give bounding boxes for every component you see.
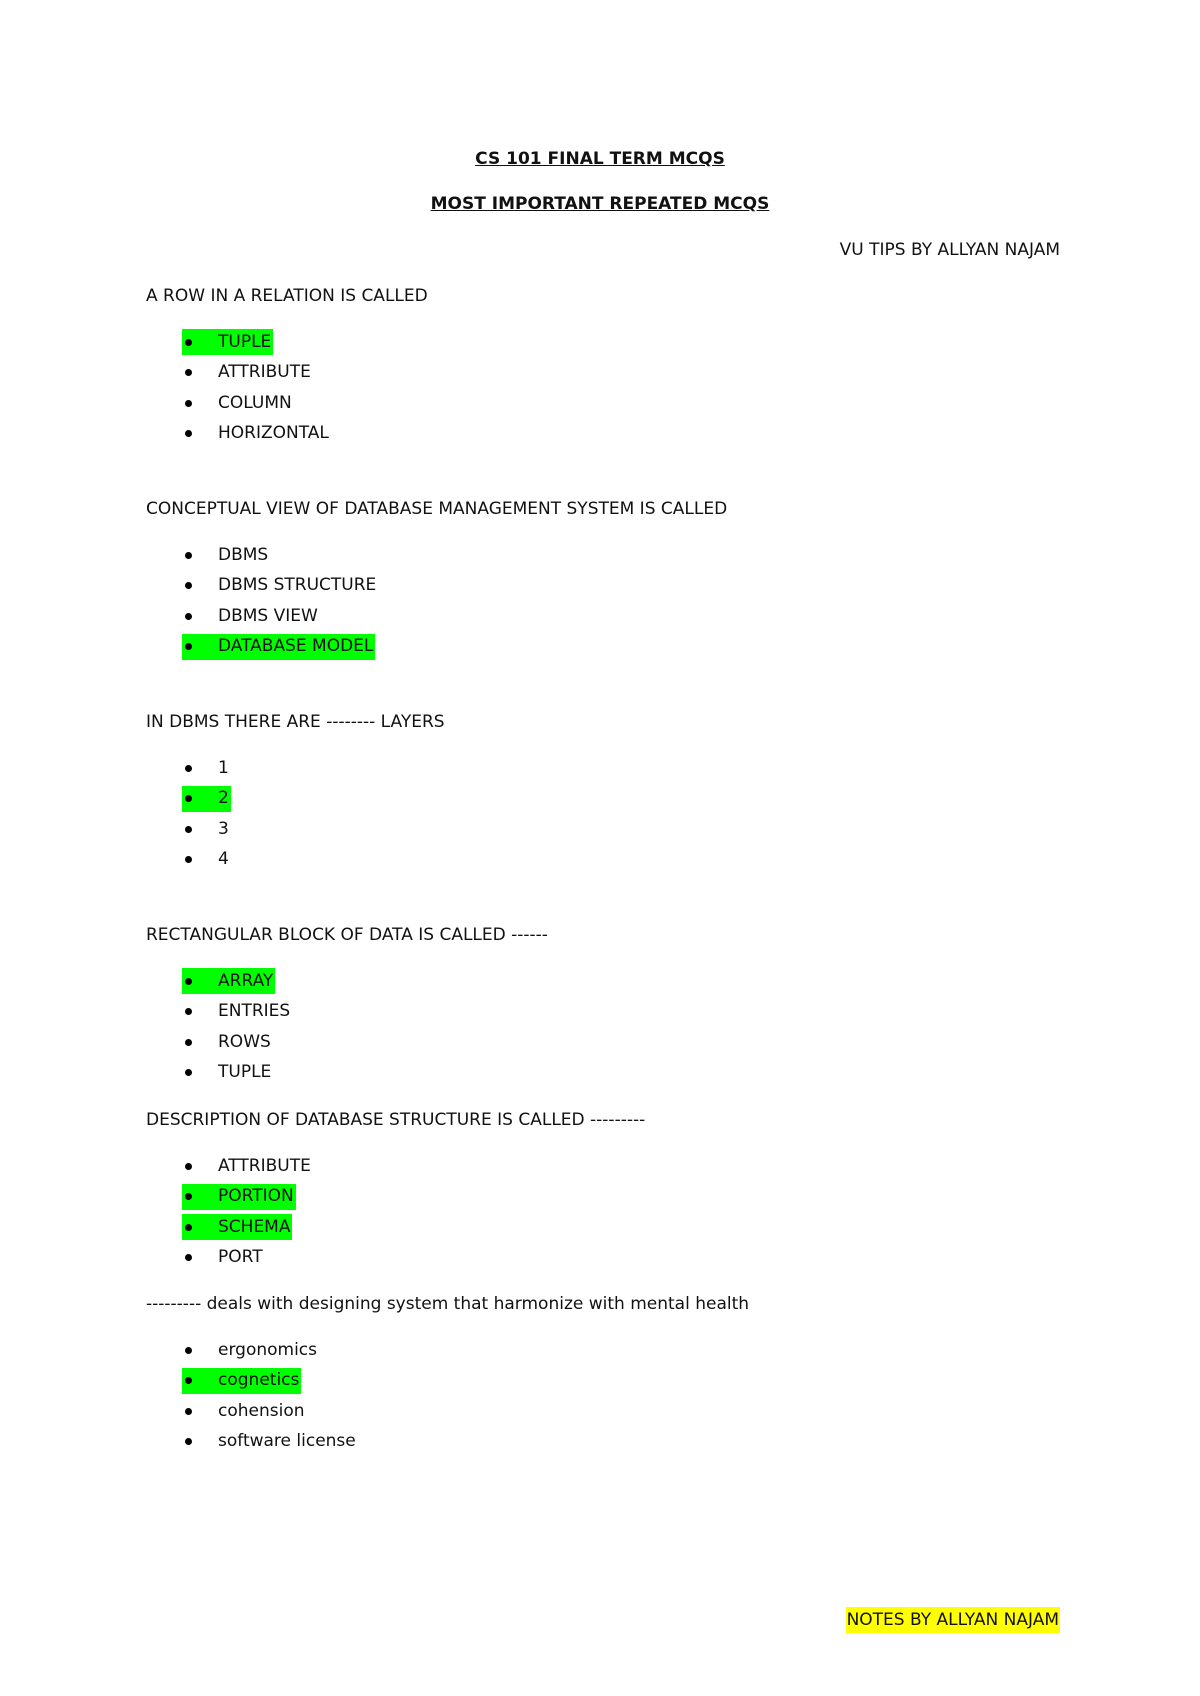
option-highlight [182,573,376,599]
option-label: ergonomics [218,1339,318,1360]
bullet-icon [185,1193,192,1200]
question-1: A ROW IN A RELATION IS CALLED [146,286,428,306]
option-label: DBMS STRUCTURE [218,575,377,596]
option-label: SCHEMA [218,1216,291,1237]
option-highlight [182,360,311,386]
option-highlight [182,1184,296,1210]
option-highlight [182,1337,317,1363]
footer-note: NOTES BY ALLYAN NAJAM [846,1607,1060,1633]
option-highlight [182,1429,356,1455]
option-label: TUPLE [218,331,272,352]
option-highlight [182,755,229,781]
bullet-icon [185,339,192,346]
option-label: DBMS [218,544,269,565]
question-4: RECTANGULAR BLOCK OF DATA IS CALLED ------ [146,925,548,945]
option-highlight [182,1029,271,1055]
bullet-icon [185,856,192,863]
question-3: IN DBMS THERE ARE -------- LAYERS [146,712,445,732]
option-label: 4 [218,849,229,870]
option-label: TUPLE [218,1062,272,1083]
option-label: 2 [218,788,229,809]
option-highlight [182,390,292,416]
option-highlight [182,1214,292,1240]
option-label: DBMS VIEW [218,605,318,626]
bullet-icon [185,1039,192,1046]
question-6: --------- deals with designing system that harmonize with mental health [146,1294,750,1314]
bullet-icon [185,1377,192,1384]
option-label: ENTRIES [218,1001,291,1022]
option-highlight [182,847,229,873]
option-highlight [182,1153,311,1179]
option-label: ATTRIBUTE [218,362,311,383]
bullet-icon [185,1408,192,1415]
option-highlight [182,1245,263,1271]
document-title: CS 101 FINAL TERM MCQS [475,149,725,169]
bullet-icon [185,1438,192,1445]
option-label: software license [218,1431,356,1452]
option-label: PORTION [218,1186,294,1207]
bullet-icon [185,552,192,559]
author-line: VU TIPS BY ALLYAN NAJAM [839,240,1060,260]
option-label: DATABASE MODEL [218,636,374,657]
bullet-icon [185,1224,192,1231]
question-2: CONCEPTUAL VIEW OF DATABASE MANAGEMENT SYSTEM IS CALLED [146,499,728,519]
option-highlight [182,634,375,660]
bullet-icon [185,643,192,650]
bullet-icon [185,582,192,589]
option-highlight [182,1368,301,1394]
option-label: ARRAY [218,970,274,991]
option-highlight [182,786,231,812]
option-label: COLUMN [218,392,292,413]
option-highlight [182,1398,305,1424]
option-label: cognetics [218,1370,300,1391]
option-label: ATTRIBUTE [218,1155,311,1176]
bullet-icon [185,1069,192,1076]
option-label: PORT [218,1247,263,1268]
option-highlight [182,968,275,994]
document-subtitle: MOST IMPORTANT REPEATED MCQS [430,194,770,214]
bullet-icon [185,795,192,802]
option-highlight [182,329,273,355]
bullet-icon [185,978,192,985]
bullet-icon [185,1163,192,1170]
bullet-icon [185,1254,192,1261]
option-label: HORIZONTAL [218,423,329,444]
bullet-icon [185,1008,192,1015]
option-label: 3 [218,818,229,839]
option-label: 1 [218,757,229,778]
option-highlight [182,542,268,568]
option-highlight [182,603,318,629]
option-highlight [182,816,229,842]
question-5: DESCRIPTION OF DATABASE STRUCTURE IS CALLED --------- [146,1110,646,1130]
option-label: cohension [218,1400,305,1421]
bullet-icon [185,1347,192,1354]
bullet-icon [185,613,192,620]
bullet-icon [185,765,192,772]
option-highlight [182,999,290,1025]
bullet-icon [185,826,192,833]
option-label: ROWS [218,1031,271,1052]
option-highlight [182,421,329,447]
bullet-icon [185,400,192,407]
bullet-icon [185,369,192,376]
bullet-icon [185,430,192,437]
option-highlight [182,1060,271,1086]
